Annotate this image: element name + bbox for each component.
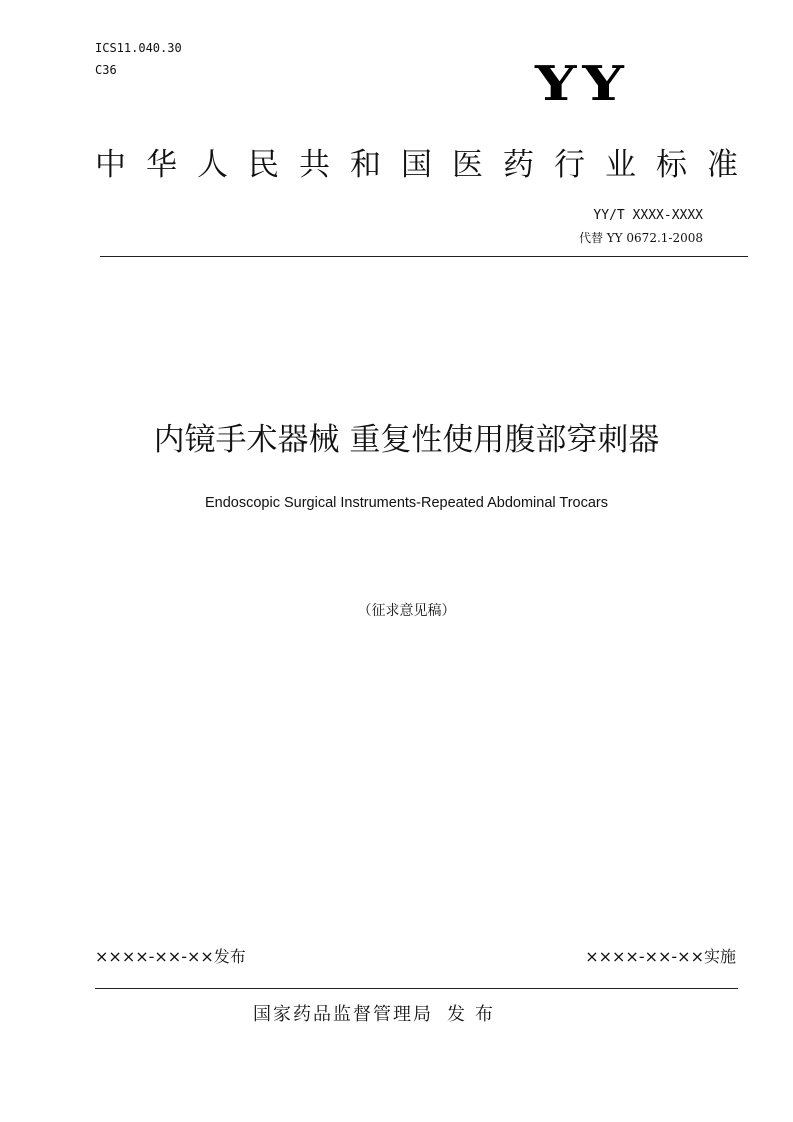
ccs-code: C36 xyxy=(95,63,117,77)
document-title-en: Endoscopic Surgical Instruments-Repeated Abdominal Trocars xyxy=(205,495,608,511)
header-divider xyxy=(100,256,748,257)
publisher-line xyxy=(253,1003,503,1027)
document-title-cn: 内镜手术器械 重复性使用腹部穿刺器 xyxy=(153,422,660,458)
ics-code: ICS11.040.30 xyxy=(95,41,182,55)
publisher-name: 国家药品监督管理局 xyxy=(253,1004,433,1025)
issue-date: ××××-××-××发布 xyxy=(95,947,246,966)
publisher-action: 发布 xyxy=(447,1004,503,1025)
yy-logo: YY xyxy=(535,55,630,112)
standard-number: YY/T XXXX-XXXX xyxy=(593,208,703,223)
replaces-standard: 代替 YY 0672.1-2008 xyxy=(578,231,703,245)
implementation-date: ××××-××-××实施 xyxy=(585,947,736,966)
standard-category-title: 中华人民共和国医药行业标准 xyxy=(95,147,758,183)
draft-status: （征求意见稿） xyxy=(357,603,456,619)
footer-divider xyxy=(95,988,738,989)
